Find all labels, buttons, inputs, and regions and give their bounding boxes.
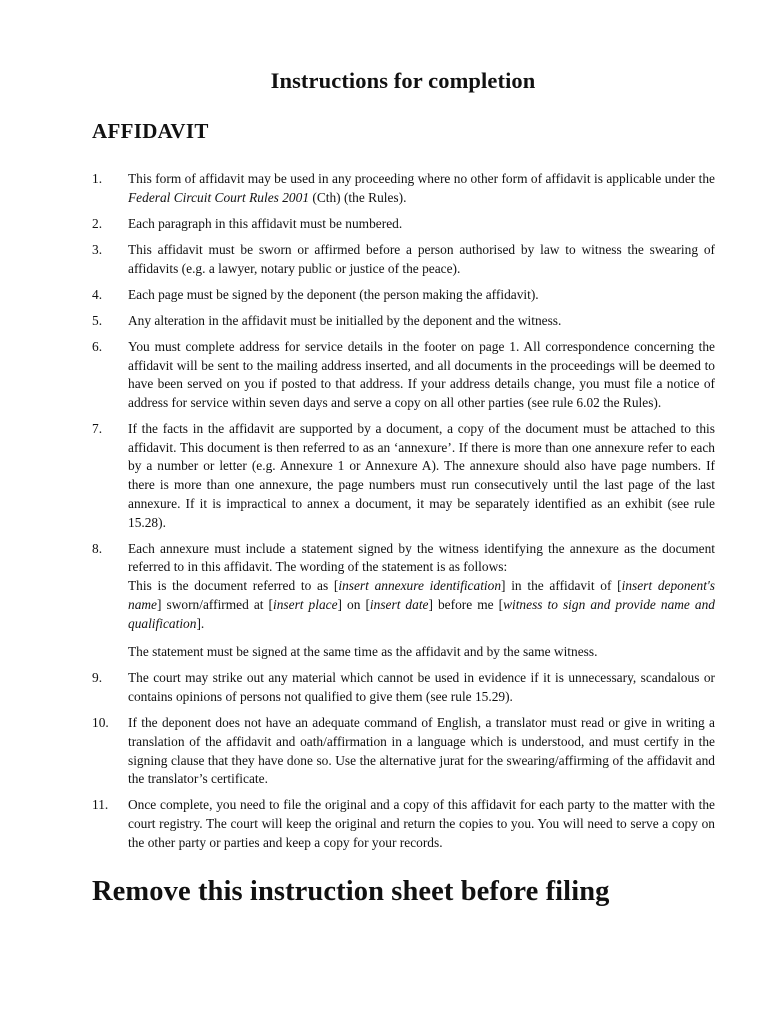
item-text: If the deponent does not have an adequate command of English, a translator must read or give in writing a translation of the affidavit and oath/affirmation in a language which is understood, and must certify in the signing clause that they have done so. Use the alternative jurat for the swearing/affirming of the affidavit and the translator’s certificate. (128, 715, 715, 787)
remove-sheet-notice: Remove this instruction sheet before filing (92, 876, 610, 907)
instruction-list (92, 170, 715, 860)
item-text: If the facts in the affidavit are supported by a document, a copy of the document must be attached to this affidavit. This document is then referred to as an ‘annexure’. If there is more than one annexure refer to each by a number or letter (e.g. Annexure 1 or Annexure A). The annexure should also have page numbers. If there is more than one annexure, the page numbers must run consecutively until the last page of the last annexure. If it is impractical to annex a document, it may be separately identified as an exhibit (see rule 15.28). (128, 421, 715, 530)
list-item (92, 796, 715, 852)
list-item (92, 241, 715, 278)
item-text: Any alteration in the affidavit must be initialled by the deponent and the witness. (128, 312, 562, 328)
list-item (92, 286, 715, 305)
list-item (92, 312, 715, 331)
item-number: 9. (92, 670, 103, 686)
page-title: Instructions for completion (270, 68, 536, 93)
item-number: 1. (92, 171, 103, 186)
item-number: 7. (92, 421, 103, 437)
list-item (92, 338, 715, 413)
section-heading: AFFIDAVIT (92, 119, 209, 143)
item-text: You must complete address for service details in the footer on page 1. All correspondence concerning the affidavit will be sent to the mailing address inserted, and all documents in the proceedings will be deemed to have been served on you if posted to that address. If your address details change, you must file a notice of address for service within seven days and serve a copy on all other parties (see rule 6.02 the Rules). (128, 338, 715, 410)
item-text: This affidavit must be sworn or affirmed before a person authorised by law to witness the swearing of affidavits (e.g. a lawyer, notary public or justice of the peace). (128, 241, 715, 276)
item-number: 3. (92, 241, 103, 257)
rules-title: Federal Circuit Court Rules 2001 (128, 189, 310, 205)
item-text: Each annexure must include a statement signed by the witness identifying the annexure as the document referred to in this affidavit. The wording of the statement is as follows: (128, 540, 715, 575)
item-number: 8. (92, 540, 103, 556)
item-text: This form of affidavit may be used in any proceeding where no other form of affidavit is applicable under the Federal Circuit Court Rules 2001 (Cth) (the Rules). (128, 171, 715, 205)
item-number: 4. (92, 286, 103, 302)
item-number: 6. (92, 338, 103, 354)
list-item (92, 420, 715, 532)
item-text: The court may strike out any material which cannot be used in evidence if it is unnecessary, scandalous or contains opinions of persons not qualified to give them (see rule 15.29). (128, 670, 715, 704)
item-number: 11. (92, 797, 109, 813)
item-number: 10. (92, 715, 109, 731)
list-item (92, 215, 715, 234)
item-text: Each page must be signed by the deponent (the person making the affidavit). (128, 286, 539, 302)
item-number: 5. (92, 312, 103, 328)
item-number: 2. (92, 215, 103, 231)
list-item (92, 540, 715, 662)
list-item (92, 669, 715, 706)
list-item (92, 714, 715, 789)
statement-note: The statement must be signed at the same time as the affidavit and by the same witness. (128, 644, 598, 660)
item-text: Once complete, you need to file the original and a copy of this affidavit for each party to the matter with the court registry. The court will keep the original and return the copies to you. You will need to serve a copy on the other party or parties and keep a copy for your records. (128, 797, 715, 850)
list-item (92, 170, 715, 207)
item-text: Each paragraph in this affidavit must be numbered. (128, 215, 403, 231)
annexure-statement-wording: This is the document referred to as [insert annexure identification] in the affidavit of [insert deponent's name] sworn/affirmed at [insert place] on [insert date] before me [witness to sign and provide name and qualification]. (128, 578, 715, 631)
